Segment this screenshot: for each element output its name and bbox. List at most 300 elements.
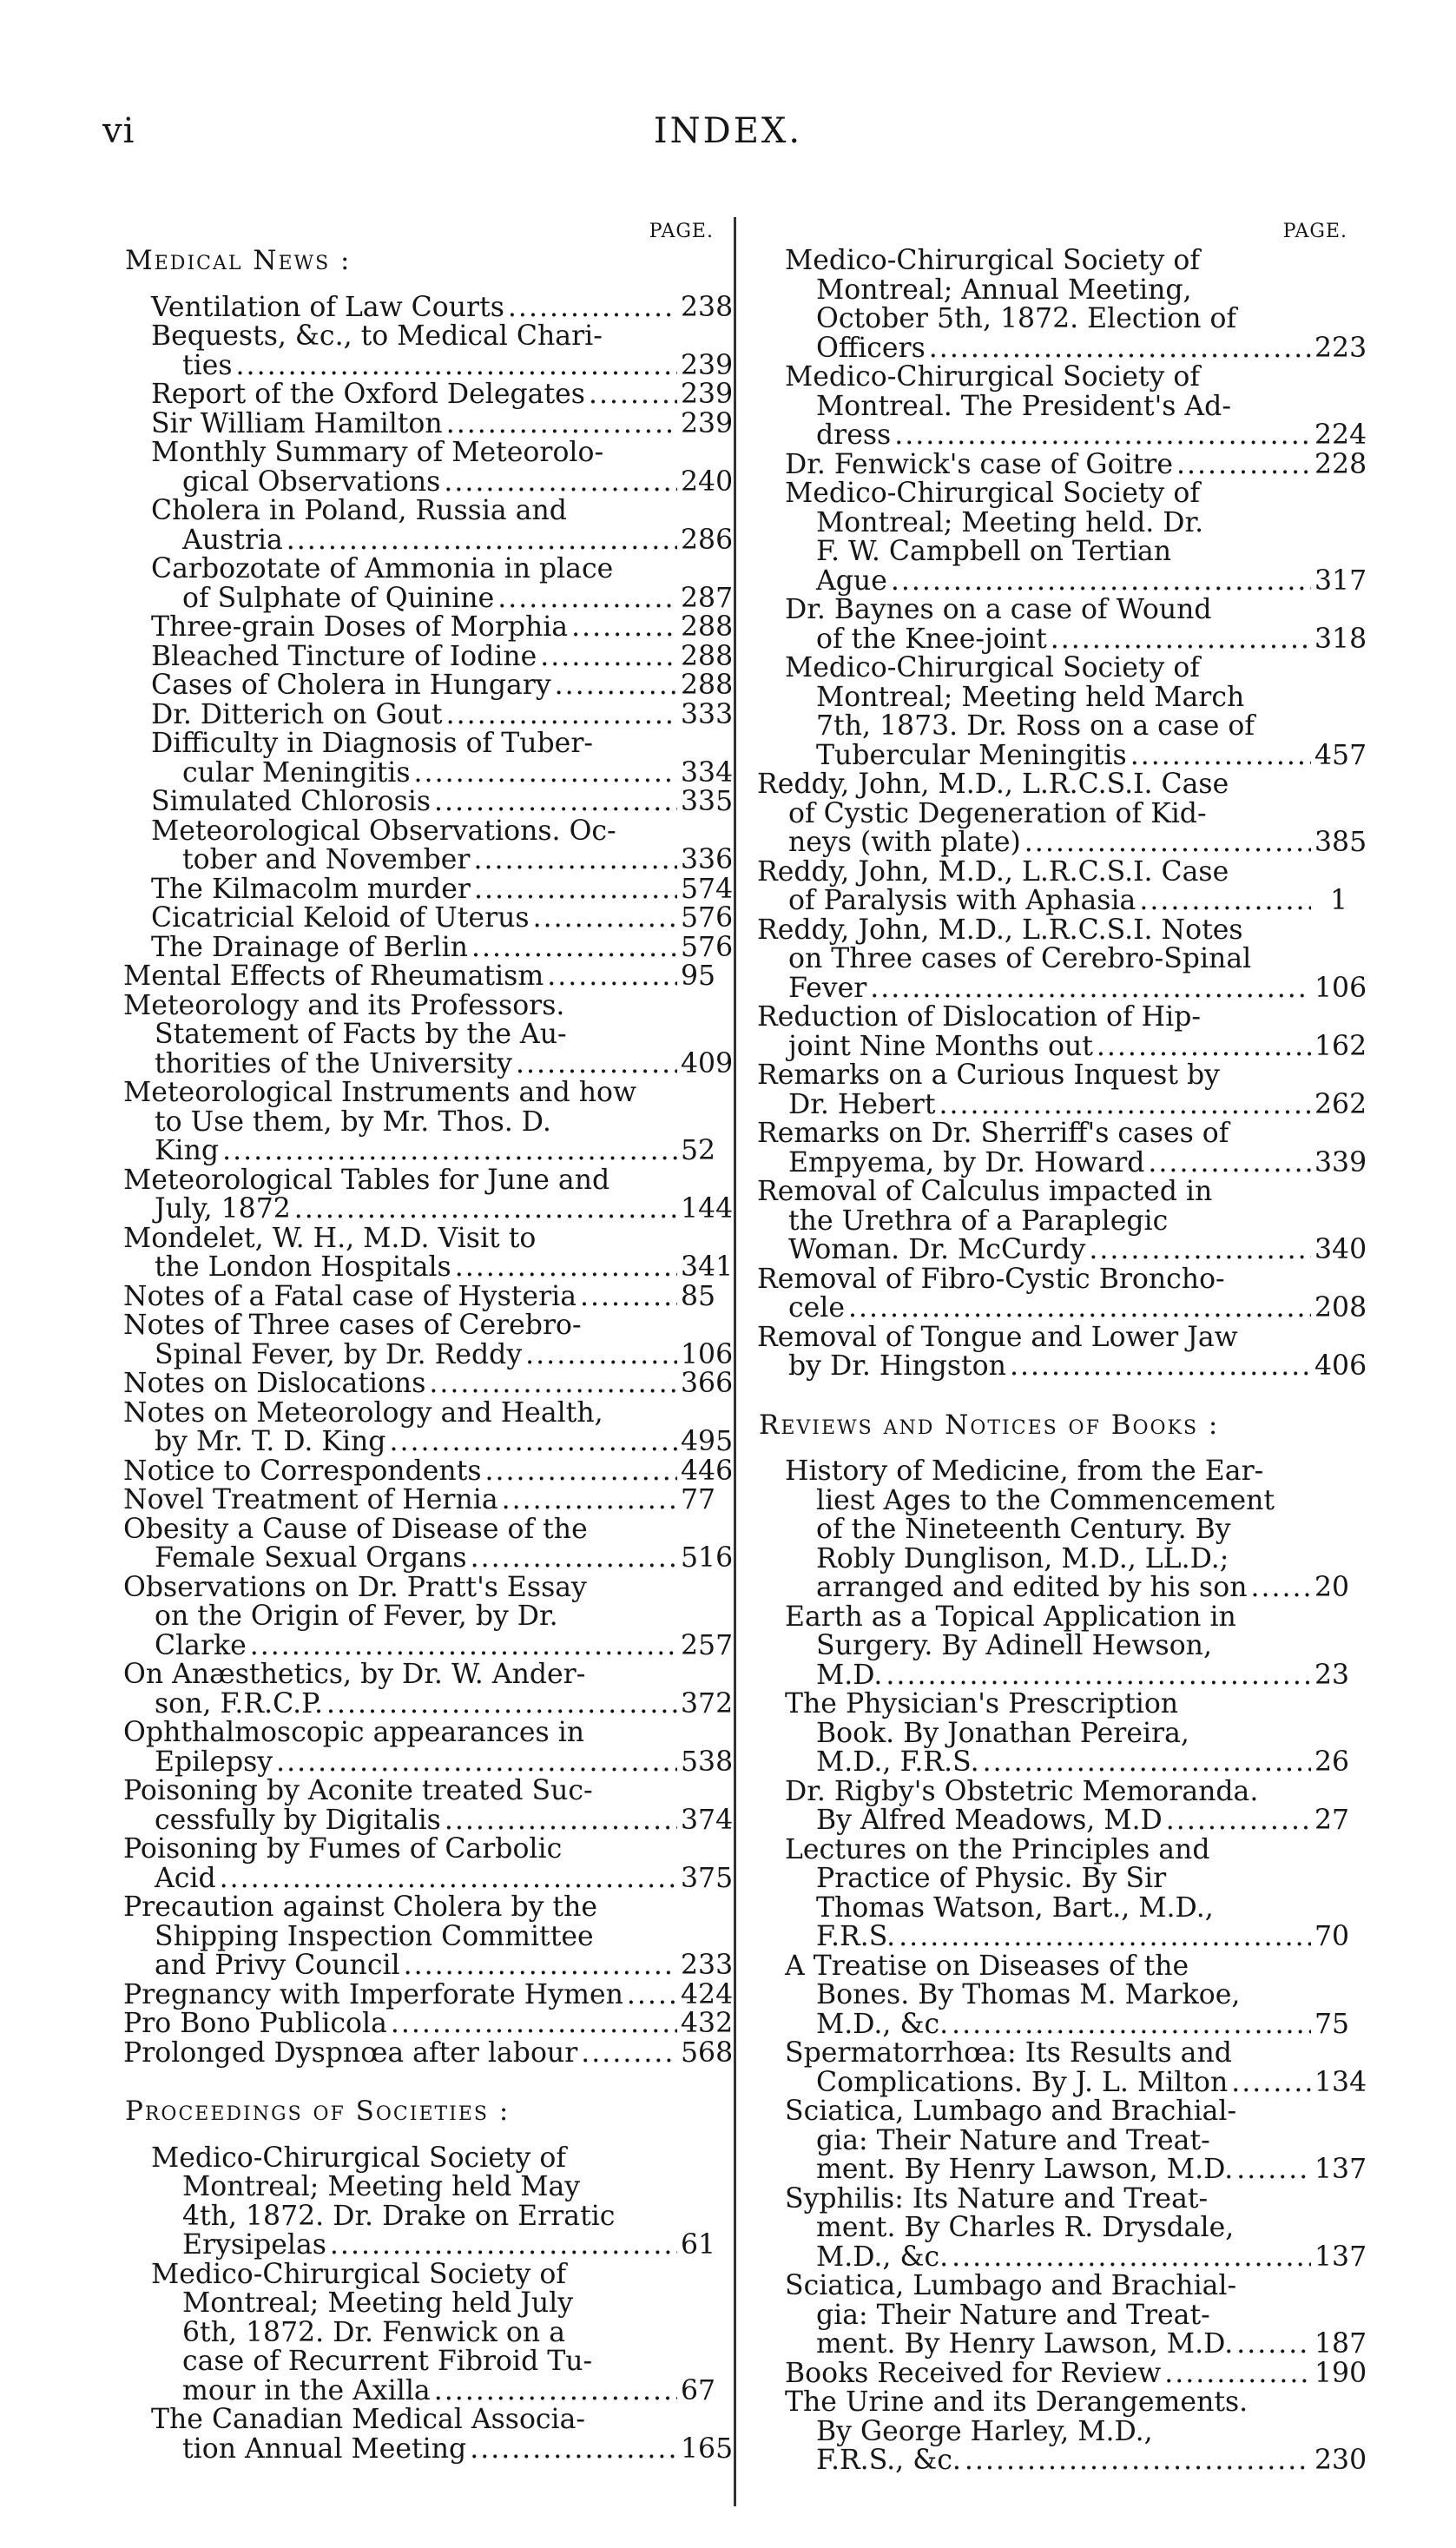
dot-leader <box>1130 742 1311 771</box>
page-number: 288 <box>681 611 734 643</box>
entry-text: Prolonged Dyspnœa after labour <box>123 2036 578 2069</box>
entry-text: 6th, 1872. Dr. Fenwick on a <box>182 2316 565 2348</box>
entry-text: Cholera in Poland, Russia and <box>151 495 567 526</box>
index-entry <box>123 728 734 789</box>
entry-text: Reddy, John, M.D., L.R.C.S.I. Case <box>757 769 1229 800</box>
page-number: 20 <box>1314 1572 1350 1603</box>
entry-text: of Sulphate of Quinine <box>182 582 495 614</box>
entry-text: Monthly Summary of Meteorolo- <box>151 437 604 468</box>
index-entry <box>123 1978 734 2010</box>
index-entry <box>757 1688 1350 1778</box>
entry-text: of Paralysis with Aphasia <box>788 885 1136 916</box>
entry-text: on Three cases of Cerebro-Spinal <box>788 943 1252 974</box>
entry-text: thorities of the University <box>155 1047 512 1079</box>
dot-leader <box>581 2039 677 2069</box>
dot-leader <box>445 1806 677 1836</box>
entry-text: tober and November <box>182 844 471 875</box>
entry-text: Sciatica, Lumbago and Brachial- <box>785 2096 1237 2127</box>
page-number: 208 <box>1314 1292 1367 1324</box>
index-entry <box>123 437 734 498</box>
entry-text: Thomas Watson, Bart., M.D., <box>816 1891 1214 1924</box>
entry-text: Reduction of Dislocation of Hip- <box>757 1001 1202 1033</box>
entry-text: Spermatorrhœa: Its Results and <box>785 2037 1232 2069</box>
entry-text: Dr. Fenwick's case of Goitre <box>785 448 1173 480</box>
entry-text: Montreal; Meeting held March <box>816 681 1245 713</box>
entry-text: Reddy, John, M.D., L.R.C.S.I. Case <box>757 855 1229 888</box>
entry-text: Montreal; Meeting held July <box>182 2287 574 2319</box>
page-number: 106 <box>1314 972 1367 1004</box>
entry-text: Observations on Dr. Pratt's Essay <box>123 1571 587 1603</box>
entry-text: Lectures on the Principles and <box>785 1833 1210 1865</box>
page-number: 288 <box>681 670 734 701</box>
dot-leader <box>389 1428 677 1457</box>
dot-leader <box>250 1632 677 1661</box>
entry-text: Fever <box>788 972 867 1004</box>
page-number: 137 <box>1314 2154 1367 2185</box>
index-entry <box>123 1455 734 1487</box>
entry-text: Mental Effects of Rheumatism <box>123 960 544 992</box>
entry-text: Poisoning by Aconite treated Suc- <box>123 1775 593 1806</box>
dot-leader <box>929 334 1311 364</box>
page-number: 568 <box>681 2036 734 2069</box>
entry-text: Medico-Chirurgical Society of <box>785 652 1200 683</box>
dot-leader <box>220 1865 677 1894</box>
entry-text: Medico-Chirurgical Society of <box>785 478 1200 509</box>
index-entry <box>123 1222 734 1283</box>
left-column <box>123 217 734 2465</box>
page-number: 424 <box>681 1978 734 2010</box>
page-number: 233 <box>681 1950 734 1981</box>
dot-leader <box>952 2010 1311 2040</box>
entry-text: Earth as a Topical Application in <box>785 1601 1236 1633</box>
index-entry <box>123 1079 714 1166</box>
page-number: 262 <box>1314 1088 1367 1120</box>
entry-text: Removal of Fibro-Cystic Broncho- <box>757 1263 1225 1295</box>
index-entry <box>123 2144 714 2261</box>
entry-text: Sir William Hamilton <box>151 407 443 439</box>
page-number: 341 <box>681 1251 734 1283</box>
index-entry <box>123 1396 734 1457</box>
page-number: 67 <box>681 2374 716 2406</box>
entry-text: son, F.R.C.P. <box>155 1687 323 1720</box>
dot-leader <box>222 1137 677 1166</box>
dot-leader <box>508 294 677 323</box>
entry-text: Poisoning by Fumes of Carbolic <box>123 1833 563 1865</box>
entry-text: Erysipelas <box>182 2229 326 2261</box>
entry-text: gical Observations <box>182 465 441 498</box>
index-entry <box>123 320 734 381</box>
section-heading: Proceedings of Societies : <box>125 2096 511 2127</box>
entry-text: A Treatise on Diseases of the <box>785 1950 1189 1982</box>
dot-leader <box>870 974 1311 1004</box>
entry-text: ties <box>182 349 233 381</box>
index-entry <box>123 2404 734 2465</box>
page-number: 374 <box>681 1804 734 1836</box>
index-entry <box>757 914 1367 1004</box>
entry-text: Precaution against Cholera by the <box>123 1891 598 1923</box>
entry-text: The Urine and its Derangements. <box>785 2386 1248 2418</box>
entry-text: Notes of Three cases of Cerebro- <box>123 1310 582 1341</box>
entry-text: Removal of Calculus impacted in <box>757 1176 1213 1207</box>
index-entry <box>123 553 734 614</box>
entry-text: Medico-Chirurgical Society of <box>151 2258 566 2290</box>
entry-text: Difficulty in Diagnosis of Tuber- <box>151 728 594 759</box>
index-entry <box>757 1950 1350 2040</box>
page-column-label: PAGE. <box>649 221 714 242</box>
page-number: 239 <box>681 379 734 410</box>
entry-text: Book. By Jonathan Pereira, <box>816 1717 1189 1749</box>
page-number: 238 <box>681 291 734 323</box>
page-number: 495 <box>681 1426 734 1457</box>
page-number: 288 <box>681 640 734 672</box>
entry-text: Robly Dunglison, M.D., LL.D.; <box>816 1542 1229 1574</box>
page-number: 144 <box>681 1193 734 1224</box>
column-divider <box>734 217 736 2506</box>
dot-leader <box>525 1341 677 1370</box>
index-entry <box>123 815 734 875</box>
section-heading: Medical News : <box>125 245 352 276</box>
entry-text: Ague <box>816 564 887 597</box>
page-number: 165 <box>681 2432 734 2465</box>
index-entry <box>123 1513 734 1574</box>
entry-text: Shipping Inspection Committee <box>155 1920 594 1952</box>
dot-leader <box>414 759 677 789</box>
dot-leader <box>294 1195 677 1224</box>
page-number: 366 <box>681 1368 734 1399</box>
page-number: 134 <box>1314 2066 1367 2098</box>
entry-text: Medico-Chirurgical Society of <box>785 361 1200 393</box>
entry-text: By Alfred Meadows, M.D <box>816 1805 1163 1836</box>
dot-leader <box>287 526 677 556</box>
index-entry <box>123 1833 734 1894</box>
entry-text: Medico-Chirurgical Society of <box>785 245 1200 276</box>
index-entry <box>123 379 734 410</box>
page-number: 240 <box>681 465 734 498</box>
dot-leader <box>473 846 677 875</box>
running-head: INDEX. <box>653 111 803 151</box>
index-entry <box>757 1118 1367 1178</box>
dot-leader <box>589 380 677 410</box>
page-number: 339 <box>1314 1146 1367 1178</box>
dot-leader <box>1089 1236 1311 1265</box>
dot-leader <box>1164 2360 1311 2389</box>
index-entry <box>757 361 1367 451</box>
entry-text: By George Harley, M.D., <box>816 2415 1153 2447</box>
index-entry <box>123 931 734 963</box>
entry-text: Obesity a Cause of Disease of the <box>123 1513 588 1545</box>
entry-text: of the Nineteenth Century. By <box>816 1514 1231 1545</box>
index-entry <box>123 291 734 323</box>
index-entry <box>123 2008 734 2039</box>
dot-leader <box>404 1951 677 1981</box>
entry-text: Sciatica, Lumbago and Brachial- <box>785 2270 1237 2301</box>
page-number: 23 <box>1314 1659 1350 1691</box>
dot-leader <box>952 2243 1311 2273</box>
index-entry <box>757 594 1367 655</box>
dot-leader <box>434 2377 677 2406</box>
entry-text: liest Ages to the Commencement <box>816 1484 1275 1516</box>
page-number: 409 <box>681 1047 734 1079</box>
section-spacer <box>123 2068 714 2097</box>
index-entry <box>757 2037 1367 2098</box>
section-spacer <box>757 1440 1347 1457</box>
entry-text: Montreal; Meeting held. Dr. <box>816 506 1204 538</box>
entry-text: arranged and edited by his son <box>816 1572 1248 1603</box>
entry-text: 7th, 1873. Dr. Ross on a case of <box>816 710 1255 742</box>
page-number: 335 <box>681 786 734 817</box>
index-entry <box>757 2182 1367 2273</box>
entry-text: Acid <box>155 1862 216 1894</box>
section-heading: Reviews and Notices of Books : <box>759 1409 1220 1441</box>
page-number: 239 <box>681 407 734 439</box>
entry-text: Montreal; Meeting held May <box>182 2171 581 2202</box>
dot-leader <box>1010 1352 1311 1382</box>
dot-leader <box>891 567 1311 597</box>
entry-text: Reddy, John, M.D., L.R.C.S.I. Notes <box>757 914 1243 946</box>
entry-text: neys (with plate) <box>788 827 1021 858</box>
page-number: 106 <box>681 1338 734 1370</box>
entry-text: Notice to Correspondents <box>123 1455 482 1487</box>
dot-leader <box>446 410 677 439</box>
index-entry <box>123 640 734 672</box>
page-number: 576 <box>681 931 734 963</box>
dot-leader <box>471 1544 677 1574</box>
page-number: 375 <box>681 1862 734 1894</box>
index-entry <box>757 2386 1367 2476</box>
dot-leader <box>1236 2155 1311 2185</box>
page-number: 457 <box>1314 739 1367 771</box>
entry-text: Cicatricial Keloid of Uterus <box>151 902 530 934</box>
entry-text: Officers <box>816 332 926 364</box>
entry-text: Meteorological Observations. Oc- <box>151 815 616 847</box>
dot-leader <box>446 701 677 730</box>
dot-leader <box>444 468 677 498</box>
page-number: 516 <box>681 1542 734 1574</box>
entry-text: gia: Their Nature and Treat- <box>816 2299 1210 2331</box>
entry-text: Montreal. The President's Ad- <box>816 390 1231 422</box>
entry-text: Bones. By Thomas M. Markoe, <box>816 1979 1241 2010</box>
dot-leader <box>547 962 677 992</box>
entry-text: Empyema, by Dr. Howard <box>788 1146 1145 1178</box>
page-number: 340 <box>1314 1234 1367 1265</box>
entry-text: the Urethra of a Paraplegic <box>788 1205 1169 1237</box>
page-number: 406 <box>1314 1350 1367 1382</box>
dot-leader <box>276 1748 677 1778</box>
index-entry <box>123 1368 734 1399</box>
index-entry <box>757 652 1367 771</box>
index-entry <box>123 670 734 701</box>
entry-text: cele <box>788 1292 845 1324</box>
index-entry <box>757 1775 1350 1836</box>
entry-text: Notes of a Fatal case of Hysteria <box>123 1280 576 1312</box>
entry-text: of the Knee-joint <box>816 623 1047 655</box>
entry-text: joint Nine Months out <box>788 1030 1093 1062</box>
entry-text: Dr. Rigby's Obstetric Memoranda. <box>785 1775 1259 1807</box>
entry-text: Simulated Chlorosis <box>151 786 431 817</box>
section-spacer <box>123 2127 714 2144</box>
entry-text: F. W. Campbell on Tertian <box>816 536 1172 567</box>
entry-text: M.D., F.R.S. <box>816 1746 979 1778</box>
index-entry <box>757 1176 1367 1265</box>
entry-text: gia: Their Nature and Treat- <box>816 2124 1210 2156</box>
entry-text: October 5th, 1872. Election of <box>816 303 1237 334</box>
page-number: 576 <box>681 902 734 934</box>
dot-leader <box>886 1661 1311 1691</box>
entry-text: Report of the Oxford Delegates <box>151 379 585 410</box>
entry-text: ment. By Henry Lawson, M.D. <box>816 2154 1234 2185</box>
entry-text: the London Hospitals <box>155 1251 451 1283</box>
dot-leader <box>471 934 677 963</box>
index-entry <box>123 2258 716 2406</box>
entry-text: July, 1872 <box>155 1193 291 1224</box>
page-number: 137 <box>1314 2241 1367 2273</box>
entry-text: Meteorology and its Professors. <box>123 989 565 1021</box>
dot-leader <box>1139 887 1311 916</box>
entry-text: Books Received for Review <box>785 2357 1162 2389</box>
dot-leader <box>965 2446 1311 2476</box>
index-entry <box>123 1659 734 1720</box>
page-number: 538 <box>681 1746 734 1778</box>
dot-leader <box>580 1283 677 1312</box>
index-entry <box>123 1486 714 1515</box>
entry-text: tion Annual Meeting <box>182 2432 467 2465</box>
entry-text: and Privy Council <box>155 1950 400 1981</box>
index-entry <box>123 989 734 1079</box>
dot-leader <box>1166 1806 1311 1836</box>
page-number: 385 <box>1314 827 1367 858</box>
entry-text: Remarks on Dr. Sherriff's cases of <box>757 1118 1229 1149</box>
dot-leader <box>1097 1033 1311 1062</box>
page-number: 77 <box>681 1484 716 1515</box>
entry-text: Pro Bono Publicola <box>123 2008 387 2039</box>
entry-text: History of Medicine, from the Ear- <box>785 1456 1264 1487</box>
entry-text: Ophthalmoscopic appearances in <box>123 1717 585 1748</box>
dot-leader <box>474 875 677 905</box>
index-entry <box>757 448 1367 480</box>
index-entry <box>757 478 1367 597</box>
page-folio: vi <box>102 111 135 151</box>
entry-text: Dr. Ditterich on Gout <box>151 698 443 730</box>
entry-text: ment. By Charles R. Drysdale, <box>816 2212 1235 2243</box>
entry-text: cular Meningitis <box>182 756 411 789</box>
entry-text: to Use them, by Mr. Thos. D. <box>155 1106 551 1138</box>
page-number: 26 <box>1314 1746 1350 1778</box>
entry-text: Notes on Dislocations <box>123 1368 426 1399</box>
page-number: 317 <box>1314 564 1367 597</box>
entry-text: On Anæsthetics, by Dr. W. Ander- <box>123 1659 586 1690</box>
index-entry <box>123 786 734 817</box>
index-entry <box>123 495 734 556</box>
dot-leader <box>502 1486 677 1515</box>
dot-leader <box>899 1923 1311 1952</box>
index-entry <box>123 1310 734 1370</box>
dot-leader <box>555 671 677 701</box>
page-number: 334 <box>681 756 734 789</box>
dot-leader <box>429 1370 677 1399</box>
index-entry <box>757 1601 1350 1691</box>
index-entry <box>123 902 734 934</box>
dot-leader <box>516 1050 677 1079</box>
entry-text: F.R.S., &c. <box>816 2445 961 2476</box>
page-column-label: PAGE. <box>1282 221 1347 242</box>
page-number: 318 <box>1314 623 1367 655</box>
page-number: 336 <box>681 844 734 875</box>
index-entry <box>757 1321 1367 1382</box>
entry-text: of Cystic Degeneration of Kid- <box>788 797 1207 829</box>
dot-leader <box>470 2435 677 2465</box>
index-entry <box>123 1775 734 1836</box>
entry-text: Woman. Dr. McCurdy <box>788 1234 1086 1265</box>
page-number: 224 <box>1314 419 1367 451</box>
entry-text: Medico-Chirurgical Society of <box>151 2142 566 2174</box>
dot-leader <box>983 1748 1311 1778</box>
section-spacer <box>123 276 714 294</box>
entry-text: dress <box>816 419 892 451</box>
index-entry <box>123 1717 734 1778</box>
index-entry <box>123 1280 716 1312</box>
page-number: 287 <box>681 582 734 614</box>
page-number: 61 <box>681 2229 716 2261</box>
dot-leader <box>1176 451 1311 480</box>
dot-leader <box>330 2231 677 2261</box>
index-entry <box>757 855 1347 916</box>
entry-text: The Drainage of Berlin <box>151 931 468 963</box>
entry-text: King <box>155 1135 220 1166</box>
entry-text: Epilepsy <box>155 1746 273 1778</box>
index-entry <box>123 2036 734 2069</box>
entry-text: 4th, 1872. Dr. Drake on Erratic <box>182 2200 616 2232</box>
page-number: 70 <box>1314 1921 1350 1952</box>
dot-leader <box>1148 1149 1311 1178</box>
index-entry <box>123 1571 734 1661</box>
entry-text: Mondelet, W. H., M.D. Visit to <box>123 1222 537 1254</box>
page-number: 257 <box>681 1629 734 1661</box>
entry-text: Dr. Hebert <box>788 1088 936 1120</box>
entry-text: Bleached Tincture of Iodine <box>151 640 537 672</box>
page-number: 1 <box>1329 885 1347 916</box>
page-number: 286 <box>681 524 734 556</box>
index-entry <box>757 1001 1367 1062</box>
entry-text: Pregnancy with Imperforate Hymen <box>123 1978 623 2010</box>
entry-text: M.D. <box>816 1659 883 1691</box>
dot-leader <box>540 643 677 672</box>
dot-leader <box>627 1981 677 2010</box>
entry-text: Remarks on a Curious Inquest by <box>757 1059 1220 1091</box>
page-number: 230 <box>1314 2445 1367 2476</box>
dot-leader <box>236 352 677 381</box>
page-number: 85 <box>681 1280 716 1312</box>
page-number: 228 <box>1314 448 1367 480</box>
dot-leader <box>434 788 677 817</box>
dot-leader <box>939 1091 1311 1120</box>
dot-leader <box>848 1294 1311 1324</box>
dot-leader <box>497 584 677 614</box>
dot-leader <box>1051 625 1311 655</box>
entry-text: M.D., &c. <box>816 2241 949 2273</box>
entry-text: Practice of Physic. By Sir <box>816 1863 1167 1894</box>
entry-text: Montreal; Annual Meeting, <box>816 274 1192 306</box>
page-number: 372 <box>681 1687 734 1720</box>
entry-text: The Kilmacolm murder <box>151 873 471 905</box>
index-entry <box>123 1164 734 1224</box>
entry-text: Notes on Meteorology and Health, <box>123 1396 603 1429</box>
page-number: 187 <box>1314 2328 1367 2360</box>
dot-leader <box>894 421 1311 451</box>
entry-text: Female Sexual Organs <box>155 1542 467 1574</box>
entry-text: cessfully by Digitalis <box>155 1804 441 1836</box>
entry-text: mour in the Axilla <box>182 2374 431 2406</box>
index-entry <box>757 2096 1367 2185</box>
